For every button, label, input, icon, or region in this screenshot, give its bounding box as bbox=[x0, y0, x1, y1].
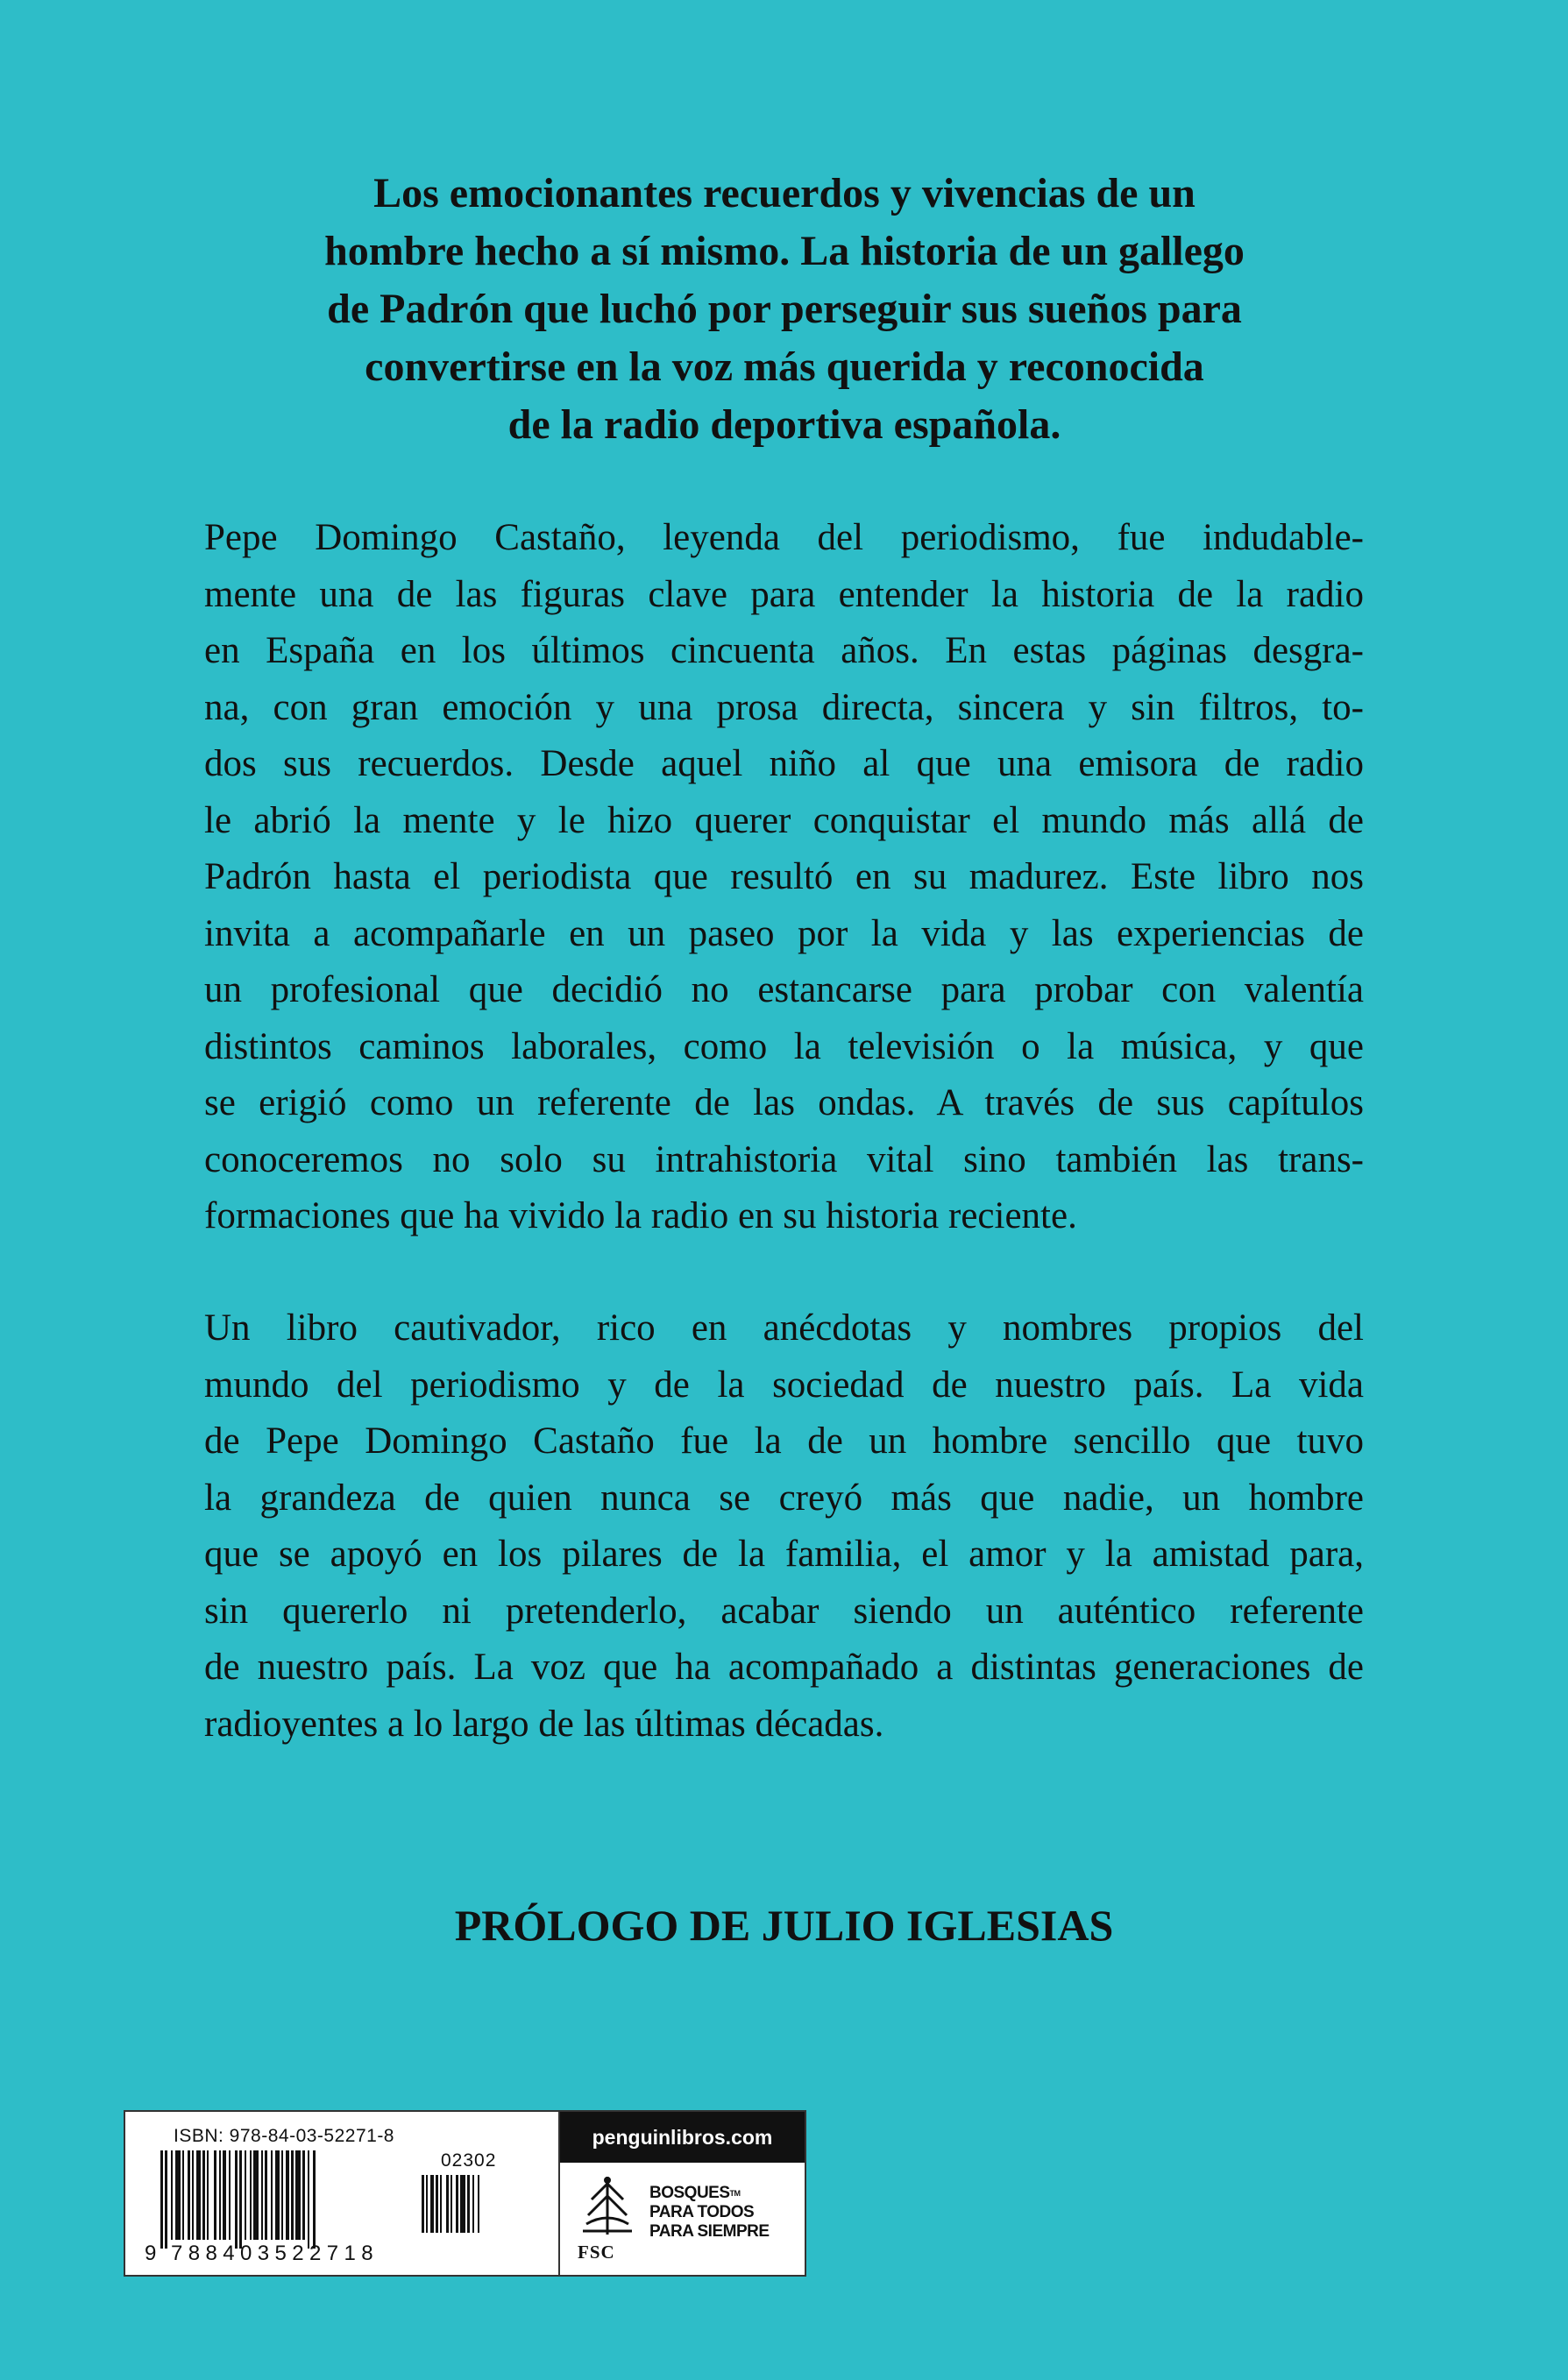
text-line: le abrió la mente y le hizo querer conquistar el mundo más allá de bbox=[204, 799, 1364, 841]
barcode-addon-number: 02302 bbox=[441, 2150, 497, 2171]
text-line: na, con gran emoción y una prosa directa, sincera y sin filtros, to- bbox=[204, 686, 1364, 728]
text-line: invita a acompañarle en un paseo por la vida y las experiencias de bbox=[204, 912, 1364, 954]
text-line: distintos caminos laborales, como la televisión o la música, y que bbox=[204, 1025, 1364, 1067]
text-line: Pepe Domingo Castaño, leyenda del periodismo, fue indudable- bbox=[204, 517, 1364, 558]
publisher-url: penguinlibros.com bbox=[560, 2112, 805, 2163]
text-line: de Pepe Domingo Castaño fue la de un hombre sencillo que tuvo bbox=[204, 1420, 1364, 1462]
isbn-barcode bbox=[125, 2112, 558, 2275]
fsc-tree-logo-icon bbox=[579, 2173, 635, 2240]
text-line: dos sus recuerdos. Desde aquel niño al que una emisora de radio bbox=[204, 743, 1364, 784]
text-line: la grandeza de quien nunca se creyó más que nadie, un hombre bbox=[204, 1477, 1364, 1519]
synopsis-paragraph-1 bbox=[204, 510, 1364, 1245]
intro-line: hombre hecho a sí mismo. La historia de un gallego bbox=[324, 228, 1245, 274]
fsc-slogan-line: PARA TODOS bbox=[649, 2203, 755, 2221]
text-line: formaciones que ha vivido la radio en su historia reciente. bbox=[204, 1195, 1077, 1236]
publisher-panel bbox=[558, 2112, 805, 2275]
fsc-certification bbox=[560, 2163, 805, 2275]
text-line: Padrón hasta el periodista que resultó en su madurez. Este libro nos bbox=[204, 856, 1364, 897]
text-line: radioyentes a lo largo de las últimas décadas. bbox=[204, 1703, 884, 1745]
barcode-digits: 788403522718 bbox=[171, 2242, 379, 2265]
intro-line: de la radio deportiva española. bbox=[507, 401, 1061, 448]
text-line: sin quererlo ni pretenderlo, acabar siendo un auténtico referente bbox=[204, 1590, 1364, 1632]
barcode-panel bbox=[124, 2110, 806, 2277]
text-line: se erigió como un referente de las ondas. A través de sus capítulos bbox=[204, 1082, 1364, 1123]
text-line: mente una de las figuras clave para entender la historia de la radio bbox=[204, 573, 1364, 615]
text-line: conoceremos no solo su intrahistoria vital sino también las trans- bbox=[204, 1138, 1364, 1180]
text-line: Un libro cautivador, rico en anécdotas y nombres propios del bbox=[204, 1307, 1364, 1349]
trademark-mark: TM bbox=[729, 2189, 741, 2198]
intro-line: convertirse en la voz más querida y reconocida bbox=[365, 344, 1204, 390]
text-line: en España en los últimos cincuenta años. En estas páginas desgra- bbox=[204, 630, 1364, 671]
intro-blurb bbox=[263, 165, 1306, 454]
isbn-label: ISBN: 978-84-03-52271-8 bbox=[174, 2126, 394, 2146]
fsc-slogan-line: PARA SIEMPRE bbox=[649, 2222, 770, 2241]
intro-line: Los emocionantes recuerdos y vivencias de un bbox=[373, 170, 1196, 216]
text-line: un profesional que decidió no estancarse para probar con valentía bbox=[204, 969, 1364, 1010]
barcode-first-digit: 9 bbox=[145, 2242, 157, 2265]
text-line: mundo del periodismo y de la sociedad de nuestro país. La vida bbox=[204, 1364, 1364, 1406]
fsc-slogan bbox=[649, 2184, 770, 2242]
intro-line: de Padrón que luchó por perseguir sus sueños para bbox=[327, 286, 1242, 332]
fsc-slogan-line: BOSQUES bbox=[649, 2184, 730, 2202]
fsc-label: FSC bbox=[578, 2242, 615, 2263]
text-line: que se apoyó en los pilares de la familia, el amor y la amistad para, bbox=[204, 1534, 1364, 1575]
barcode-bars-icon bbox=[160, 2150, 406, 2249]
synopsis-paragraph-2 bbox=[204, 1300, 1364, 1753]
text-line: de nuestro país. La voz que ha acompañado a distintas generaciones de bbox=[204, 1647, 1364, 1688]
barcode-addon-bars-icon bbox=[422, 2175, 527, 2242]
prologue-credit: PRÓLOGO DE JULIO IGLESIAS bbox=[454, 1901, 1114, 1950]
